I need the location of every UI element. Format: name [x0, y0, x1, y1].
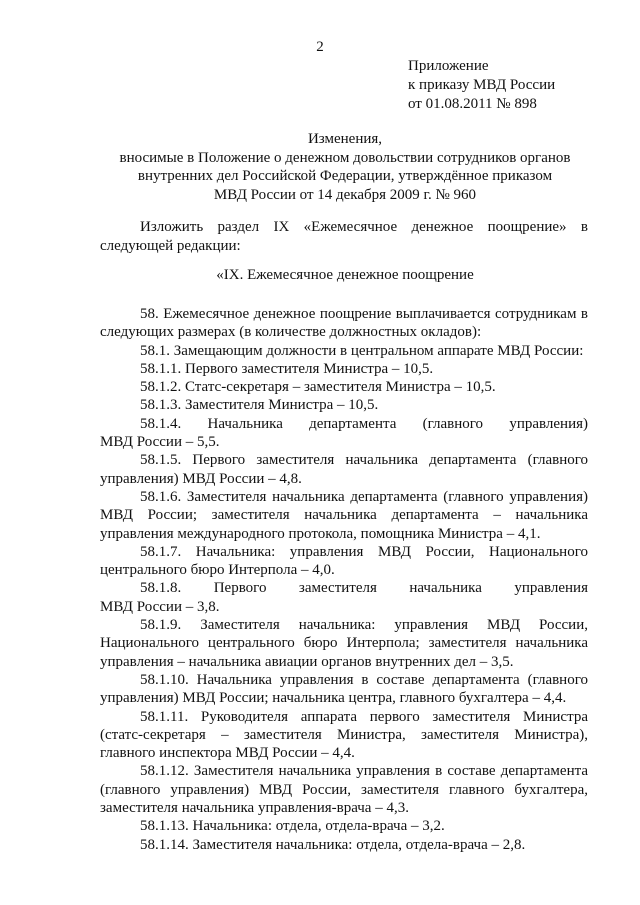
intro-line: Изложить раздел IX «Ежемесячное денежное поощрение» в	[140, 219, 588, 235]
paragraph	[100, 415, 588, 452]
paragraph	[100, 451, 588, 488]
paragraph-line: 58. Ежемесячное денежное поощрение выплачивается сотрудникам в	[140, 306, 588, 322]
paragraph-line: главного инспектора МВД России – 4,4.	[100, 745, 355, 762]
paragraph-line: управления – начальника авиации органов внутренних дел – 3,5.	[100, 653, 514, 670]
page-number: 2	[316, 39, 324, 55]
paragraph	[100, 616, 588, 671]
paragraph	[100, 708, 588, 763]
appendix-line: к приказу МВД России	[408, 77, 556, 93]
paragraph-line: центрального бюро Интерпола – 4,0.	[100, 562, 335, 579]
paragraph-line: 58.1.1. Первого заместителя Министра – 10,5.	[140, 360, 434, 377]
appendix-header	[408, 57, 555, 114]
paragraph	[100, 360, 588, 378]
paragraph-line: 58.1.11. Руководителя аппарата первого заместителя Министра	[140, 708, 588, 725]
paragraph-line: управления международного протокола, помощника Министра – 4,1.	[100, 525, 541, 542]
intro-paragraph	[100, 218, 588, 256]
document-body	[100, 305, 588, 854]
paragraph-line: 58.1.2. Статс-секретаря – заместителя Министра – 10,5.	[140, 379, 496, 396]
title-line: вносимые в Положение о денежном довольствии сотрудников органов	[119, 149, 571, 166]
paragraph-line: 58.1.6. Заместителя начальника департамента (главного управления)	[140, 488, 588, 505]
intro-line: следующей редакции:	[100, 238, 241, 254]
paragraph	[100, 396, 588, 414]
document-title	[100, 130, 590, 205]
paragraph	[100, 378, 588, 396]
paragraph-line: управления) МВД России; начальника центра, главного бухгалтера – 4,4.	[100, 690, 567, 707]
paragraph	[100, 836, 588, 854]
appendix-line: от 01.08.2011 № 898	[408, 96, 537, 112]
paragraph-line: 58.1.14. Заместителя начальника: отдела, отдела-врача – 2,8.	[140, 836, 526, 853]
paragraph-line: 58.1.8. Первого заместителя начальника управления	[140, 580, 588, 597]
paragraph-line: МВД России; заместителя начальника департамента – начальника	[100, 507, 588, 524]
paragraph-line: 58.1.9. Заместителя начальника: управления МВД России,	[140, 617, 588, 634]
paragraph-line: (главного управления) МВД России, заместителя главного бухгалтера,	[100, 781, 588, 798]
paragraph	[100, 671, 588, 708]
paragraph-line: 58.1.4. Начальника департамента (главного управления)	[140, 415, 588, 432]
paragraph-line: МВД России – 5,5.	[100, 434, 220, 451]
paragraph	[100, 579, 588, 616]
paragraph	[100, 543, 588, 580]
paragraph-line: управления) МВД России – 4,8.	[100, 470, 302, 487]
paragraph-line: 58.1. Замещающим должности в центральном аппарате МВД России:	[140, 342, 584, 359]
paragraph-line: следующих размерах (в количестве должностных окладов):	[100, 324, 482, 341]
paragraph-line: МВД России – 3,8.	[100, 598, 220, 615]
title-line: МВД России от 14 декабря 2009 г. № 960	[213, 187, 477, 204]
paragraph	[100, 762, 588, 817]
appendix-line: Приложение	[408, 58, 489, 74]
paragraph	[100, 488, 588, 543]
paragraph-line: 58.1.13. Начальника: отдела, отдела-врача – 3,2.	[140, 818, 445, 835]
paragraph-line: Национального центрального бюро Интерпола; заместителя начальника	[100, 635, 588, 652]
paragraph	[100, 817, 588, 835]
paragraph-line: 58.1.7. Начальника: управления МВД России, Национального	[140, 543, 588, 560]
paragraph-line: 58.1.3. Заместителя Министра – 10,5.	[140, 397, 379, 414]
paragraph-line: 58.1.10. Начальника управления в составе департамента (главного	[140, 671, 588, 688]
title-line: внутренних дел Российской Федерации, утверждённое приказом	[137, 168, 553, 185]
paragraph	[100, 305, 588, 342]
paragraph	[100, 342, 588, 360]
title-line: Изменения,	[307, 131, 383, 147]
section-heading: «IX. Ежемесячное денежное поощрение	[216, 267, 474, 283]
paragraph-line: (статс-секретаря – заместителя Министра, заместителя Министра),	[100, 726, 588, 743]
paragraph-line: 58.1.5. Первого заместителя начальника департамента (главного	[140, 452, 588, 469]
paragraph-line: 58.1.12. Заместителя начальника управления в составе департамента	[140, 763, 588, 780]
paragraph-line: заместителя начальника управления-врача – 4,3.	[100, 800, 409, 817]
